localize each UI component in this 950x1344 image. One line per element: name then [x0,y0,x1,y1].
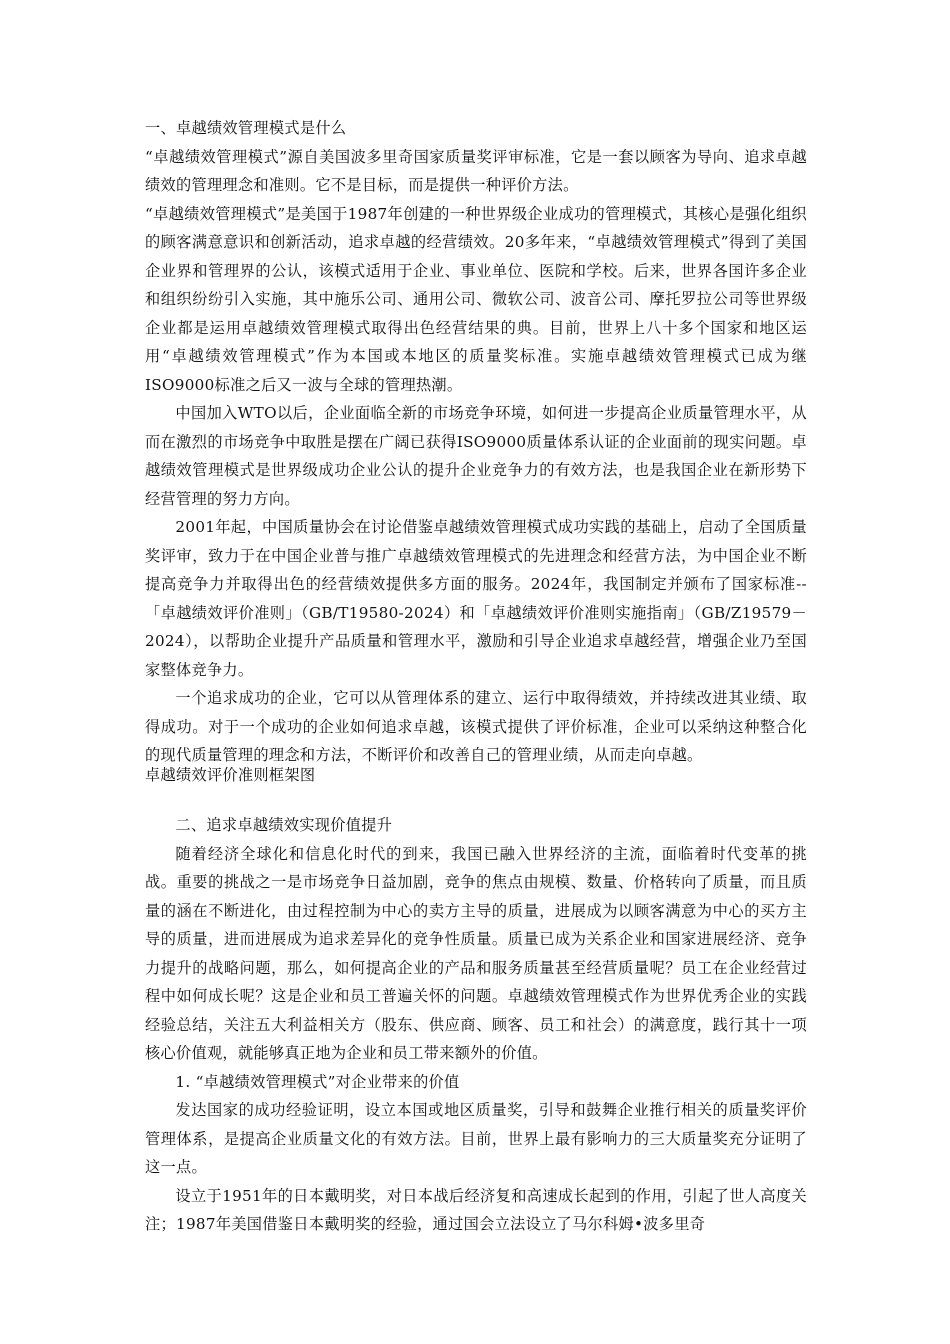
section-1-heading: 一、卓越绩效管理模式是什么 [145,119,347,137]
figure-caption-block [145,761,807,790]
section-2-paragraph-1: 随着经济全球化和信息化时代的到来，我国已融入世界经济的主流，面临着时代变革的挑战。重要的挑战之一是市场竞争日益加剧，竞争的焦点由规模、数量、价格转向了质量，而且质量的涵在不断进化，由过程控制为中心的卖方主导的质量，进展成为以顾客满意为中心的买方主导的质量，进而进展成为追求差异化的竞争性质量。质量已成为关系企业和国家进展经济、竞争力提升的战略问题，那么，如何提高企业的产品和服务质量甚至经营质量呢？员工在企业经营过程中如何成长呢？这是企业和员工普遍关怀的问题。卓越绩效管理模式作为世界优秀企业的实践经验总结，关注五大利益相关方（股东、供应商、顾客、员工和社会）的满意度，践行其十一项核心价值观，就能够真正地为企业和员工带来额外的价值。 [145,844,807,1062]
section-2-heading: 二、追求卓越绩效实现价值提升 [175,816,393,834]
section-2-paragraph-3: 设立于1951年的日本戴明奖，对日本战后经济复和高速成长起到的作用，引起了世人高度关注；1987年美国借鉴日本戴明奖的经验，通过国会立法设立了马尔科姆•波多里奇 [145,1186,807,1233]
section-2-paragraph-2: 发达国家的成功经验证明，设立本国或地区质量奖，引导和鼓舞企业推行相关的质量奖评价管理体系，是提高企业质量文化的有效方法。目前，世界上最有影响力的三大质量奖充分证明了这一点。 [145,1101,807,1176]
section-1-paragraph-4: 2001年起，中国质量协会在讨论借鉴卓越绩效管理模式成功实践的基础上，启动了全国质量奖评审，致力于在中国企业普与推广卓越绩效管理模式的先进理念和经营方法，为中国企业不断提高竞争力并取得出色的经营绩效提供多方面的服务。2024年，我国制定并颁布了国家标准--「卓越绩效评价准则」（GB/T19580-2024）和「卓越绩效评价准则实施指南」（GB/Z19579－2024），以帮助企业提升产品质量和管理水平，激励和引导企业追求卓越经营，增强企业乃至国家整体竞争力。 [145,518,807,679]
section-1-paragraph-5: 一个追求成功的企业，它可以从管理体系的建立、运行中取得绩效，并持续改进其业绩、取得成功。对于一个成功的企业如何追求卓越，该模式提供了评价标准，企业可以采纳这种整合化的现代质量管理的理念和方法，不断评价和改善自己的管理业绩，从而走向卓越。 [145,689,807,764]
section-1-paragraph-1: “卓越绩效管理模式”源自美国波多里奇国家质量奖评审标准，它是一套以顾客为导向、追求卓越绩效的管理理念和准则。它不是目标，而是提供一种评价方法。 [145,147,807,194]
section-1 [145,114,807,770]
figure-caption: 卓越绩效评价准则框架图 [145,766,316,784]
section-2-subheading-1: 1. “卓越绩效管理模式”对企业带来的价值 [175,1072,460,1091]
section-1-paragraph-3: 中国加入WTO以后，企业面临全新的市场竞争环境，如何进一步提高企业质量管理水平，从而在激烈的市场竞争中取胜是摆在广阔已获得ISO9000质量体系认证的企业面前的现实问题。卓越绩效管理模式是世界级成功企业公认的提升企业竞争力的有效方法，也是我国企业在新形势下经营管理的努力方向。 [145,404,807,508]
section-2 [145,811,807,1239]
section-1-paragraph-2: “卓越绩效管理模式”是美国于1987年创建的一种世界级企业成功的管理模式，其核心是强化组织的顾客满意意识和创新活动，追求卓越的经营绩效。20多年来，“卓越绩效管理模式”得到了美国企业界和管理界的公认，该模式适用于企业、事业单位、医院和学校。后来，世界各国许多企业和组织纷纷引入实施，其中施乐公司、通用公司、微软公司、波音公司、摩托罗拉公司等世界级企业都是运用卓越绩效管理模式取得出色经营结果的典。目前，世界上八十多个国家和地区运用“卓越绩效管理模式”作为本国或本地区的质量奖标准。实施卓越绩效管理模式已成为继ISO9000标准之后又一波与全球的管理热潮。 [145,204,807,394]
